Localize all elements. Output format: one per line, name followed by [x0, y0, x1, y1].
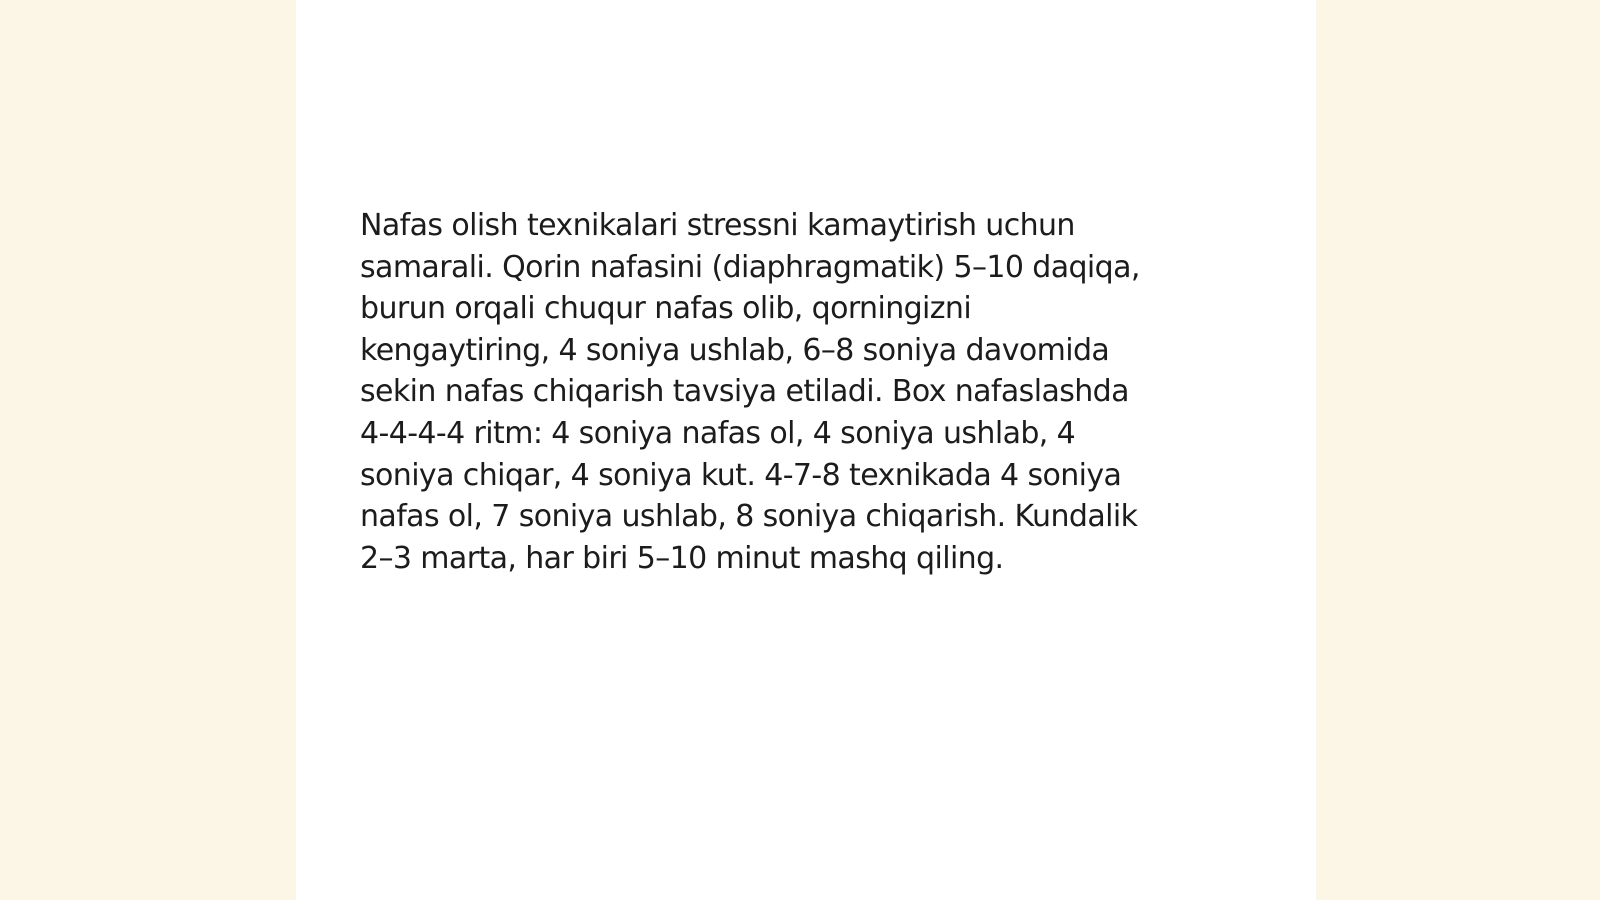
document-page [296, 0, 1316, 900]
body-text-paragraph: Nafas olish texnikalari stressni kamaytirish uchun samarali. Qorin nafasini (diaphragmatik) 5–10 daqiqa, burun orqali chuqur nafas olib, qorningizni kengaytiring, 4 soniya ushlab, 6–8 soniya davomida sekin nafas chiqarish tavsiya etiladi. Box nafaslashda 4-4-4-4 ritm: 4 soniya nafas ol, 4 soniya ushlab, 4 soniya chiqar, 4 soniya kut. 4-7-8 texnikada 4 soniya nafas ol, 7 soniya ushlab, 8 soniya chiqarish. Kundalik 2–3 marta, har biri 5–10 minut mashq qiling. [360, 208, 1140, 576]
